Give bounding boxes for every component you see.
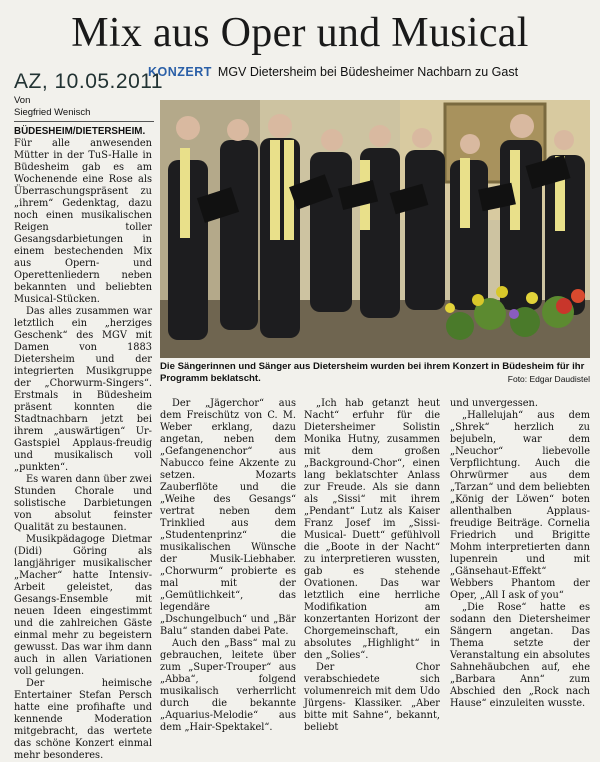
byline-divider xyxy=(14,121,154,122)
dateline: BÜDESHEIM/DIETERSHEIM. xyxy=(14,126,146,137)
paragraph-2-2: Auch den „Bass“ mal zu gebrauchen, leitete über zum „Super-Trouper“ aus „Abba“, folgend musikalisch verherrlicht durch die bekannte „Aquarius-Melodie“ aus dem „Hair-Spektakel“. xyxy=(160,638,296,733)
article-column-3 xyxy=(304,398,440,733)
kicker-line xyxy=(148,64,600,80)
article-column-1 xyxy=(14,126,152,761)
paragraph-2-1: Der „Jägerchor“ aus dem Freischütz von C. M. Weber erklang, dazu angetan, neben dem „Gefangenenchor“ aus Nabucco feine Akzente zu setzen. Mozarts Zauberflöte und die „Weihe des Gesangs“ vertrat neben dem Trinklied aus dem „Studentenprinz“ die musikalischen Wünsche der Musik-Liebhaber. „Chorwurm“ probierte es mal mit der „Gemütlichkeit“, das legendäre „Dschungelbuch“ und „Bär Balu“ standen dabei Pate. xyxy=(160,398,296,637)
byline-label: Von xyxy=(14,95,31,106)
photo-caption: Die Sängerinnen und Sänger aus Dietersheim wurden bei ihrem Konzert in Büdesheim für ihr Programm beklatscht. xyxy=(160,361,585,384)
choir-photo-illustration xyxy=(160,100,590,358)
paragraph-4-3: „Die Rose“ hatte es sodann den Dietersheimer Sängern angetan. Das Thema setzte der Veranstaltung ein absolutes Sahnehäubchen auf, ehe „Barbara Ann“ zum Abschied den „Rock nach Hause“ einzuleiten wusste. xyxy=(450,602,590,709)
paragraph-3-2: Der Chor verabschiedete sich volumenreich mit dem Udo Jürgens- Klassiker. „Aber bitte mit Sahne“, bekannt, beliebt xyxy=(304,662,440,733)
photo-credit: Foto: Edgar Daudistel xyxy=(507,374,590,384)
byline xyxy=(14,95,154,119)
kicker-text: MGV Dietersheim bei Büdesheimer Nachbarn zu Gast xyxy=(217,65,519,79)
paragraph-1-4: Musikpädagoge Dietmar (Didi) Göring als langjähriger musikalischer „Macher“ hatte Intensiv-Arbeit geleistet, das Gesangs-Ensemble mit neuen Ideen eingestimmt und die zahlreichen Gäste einmal mehr zu begeistern gewusst. Das war ihm dann auch in allen Variationen voll gelungen. xyxy=(14,534,152,677)
paragraph-4-1: und unvergessen. xyxy=(450,398,538,409)
paragraph-1-2: Das alles zusammen war letztlich ein „herziges Geschenk“ des MGV mit Damen von 1883 Dietersheim und der integrierten Musikgruppe der „Chorwurm-Singers“. Erstmals in Büdesheim präsent konnten die Stadtnachbarn jetzt bei ihrem „auswärtigen“ Ur-Gastspiel Applaus-freudig und musikalisch voll „punkten“. xyxy=(14,306,152,473)
paragraph-1-1 xyxy=(14,126,152,306)
article-column-2 xyxy=(160,398,296,733)
kicker-topic: KONZERT xyxy=(148,65,212,79)
byline-author: Siegfried Wenisch xyxy=(14,107,91,118)
paragraph-1-1-text: Für alle anwesenden Mütter in der TuS-Halle in Büdesheim gab es am Wochenende eine Rose als Überraschungspräsent zu „ihrem“ Gedenktag, dazu noch einen musikalischen Reigen toller Gesangsdarbietungen in einem bestechenden Mix aus Opern- und Operettenliedern neben bekannten und beliebten Musical-Stücken. xyxy=(14,138,152,305)
paragraph-1-3: Es waren dann über zwei Stunden Chorale und solistische Darbietungen von absolut feinster Qualität zu bestaunen. xyxy=(14,474,152,533)
paragraph-4-2: „Hallelujah“ aus dem „Shrek“ herzlich zu bejubeln, war dem „Neuchor“ liebevolle Verpflichtung. Auch die Ohrwürmer aus dem „Tarzan“ und dem beliebten „König der Löwen“ boten allenthalben Applaus- freudige Beiträge. Cornelia Friedrich und Brigitte Mohm interpretierten dann lupenrein und mit „Gänsehaut-Effekt“ Webbers Phantom der Oper, „All I ask of you“ xyxy=(450,410,590,601)
choir-photo xyxy=(160,100,590,358)
paragraph-1-5: Der heimische Entertainer Stefan Persch hatte eine profihafte und kennende Moderation mitgebracht, das wertete das schöne Konzert einmal mehr besonderes. xyxy=(14,678,152,761)
handwritten-date-stamp: AZ, 10.05.2011 xyxy=(14,70,164,93)
paragraph-3-1: „Ich hab getanzt heut Nacht“ erfuhr für die Dietersheimer Solistin Monika Hutny, zusammen mit dem großen „Background-Chor“, einen lang beklatschter Anlass zur Freude. Als sie dann als „Sissi“ mit ihrem „Pendant“ Lutz als Kaiser Franz Josef im „Sissi-Musical- Duett“ gefühlvoll die „Boote in der Nacht“ zu interpretieren wussten, gab es stehende Ovationen. Das war letztlich eine herrliche Modifikation am konzertanten Horizont der Chorgemeinschaft, ein absolutes „Highlight“ in den „Solies“. xyxy=(304,398,440,661)
article-column-4 xyxy=(450,398,590,709)
headline: Mix aus Oper und Musical xyxy=(71,10,529,56)
